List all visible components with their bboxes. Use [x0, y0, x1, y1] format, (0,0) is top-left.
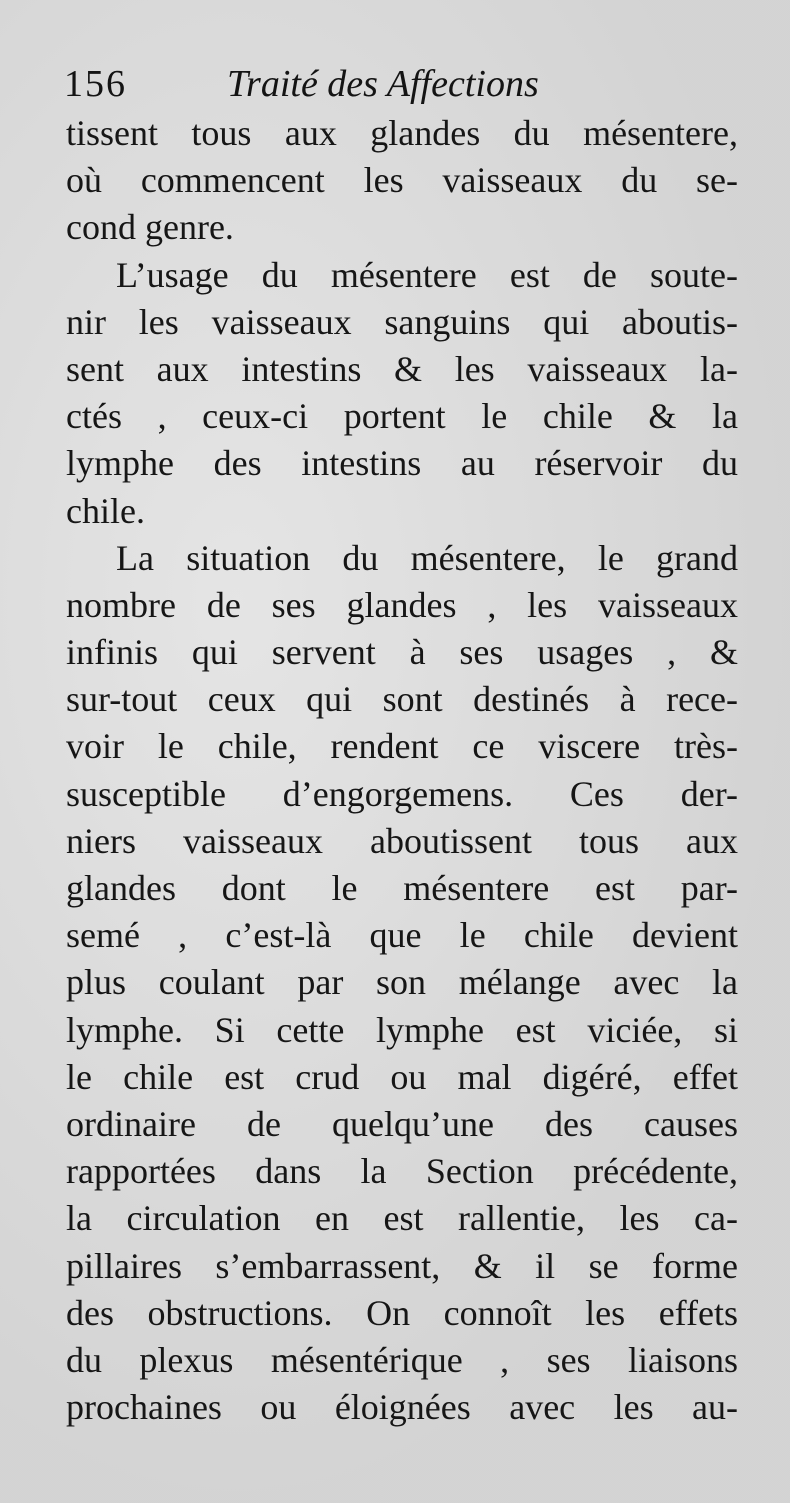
text-line: nir les vaisseaux sanguins qui aboutis-	[66, 301, 738, 342]
text-line: prochaines ou éloignées avec les au-	[66, 1387, 738, 1428]
text-line: L’usage du mésentere est de soute-	[116, 254, 738, 295]
text-line: lymphe des intestins au réservoir du	[66, 443, 738, 484]
text-line: ctés , ceux-ci portent le chile & la	[66, 396, 738, 437]
text-line: lymphe. Si cette lymphe est viciée, si	[66, 1009, 738, 1050]
text-line: voir le chile, rendent ce viscere très-	[66, 726, 738, 767]
text-line: infinis qui servent à ses usages , &	[66, 632, 738, 673]
text-line: semé , c’est-là que le chile devient	[66, 915, 738, 956]
page-edge	[790, 0, 800, 1503]
text-line: pillaires s’embarrassent, & il se forme	[66, 1245, 738, 1286]
text-line: glandes dont le mésentere est par-	[66, 868, 738, 908]
text-line: tissent tous aux glandes du mésentere,	[66, 113, 738, 153]
text-line: rapportées dans la Section précédente,	[66, 1151, 738, 1192]
text-line: le chile est crud ou mal digéré, effet	[66, 1056, 738, 1097]
body-text	[66, 110, 738, 1431]
text-line: du plexus mésentérique , ses liaisons	[66, 1339, 738, 1380]
text-line: cond genre.	[66, 207, 234, 248]
text-line: sur-tout ceux qui sont destinés à rece-	[66, 679, 738, 720]
page-header	[64, 62, 724, 112]
text-line: la circulation en est rallentie, les ca-	[66, 1198, 738, 1239]
text-line: La situation du mésentere, le grand	[116, 537, 738, 578]
text-line: où commencent les vaisseaux du se-	[66, 160, 738, 201]
text-line: ordinaire de quelqu’une des causes	[66, 1103, 738, 1144]
text-line: des obstructions. On connoît les effets	[66, 1292, 738, 1333]
running-title: Traité des Affections	[227, 63, 539, 105]
page-number: 156	[64, 63, 127, 105]
text-line: plus coulant par son mélange avec la	[66, 962, 738, 1003]
text-line: niers vaisseaux aboutissent tous aux	[66, 820, 738, 861]
text-line: sent aux intestins & les vaisseaux la-	[66, 348, 738, 389]
text-line: chile.	[66, 490, 145, 531]
text-line: susceptible d’engorgemens. Ces der-	[66, 773, 738, 814]
text-line: nombre de ses glandes , les vaisseaux	[66, 584, 738, 625]
